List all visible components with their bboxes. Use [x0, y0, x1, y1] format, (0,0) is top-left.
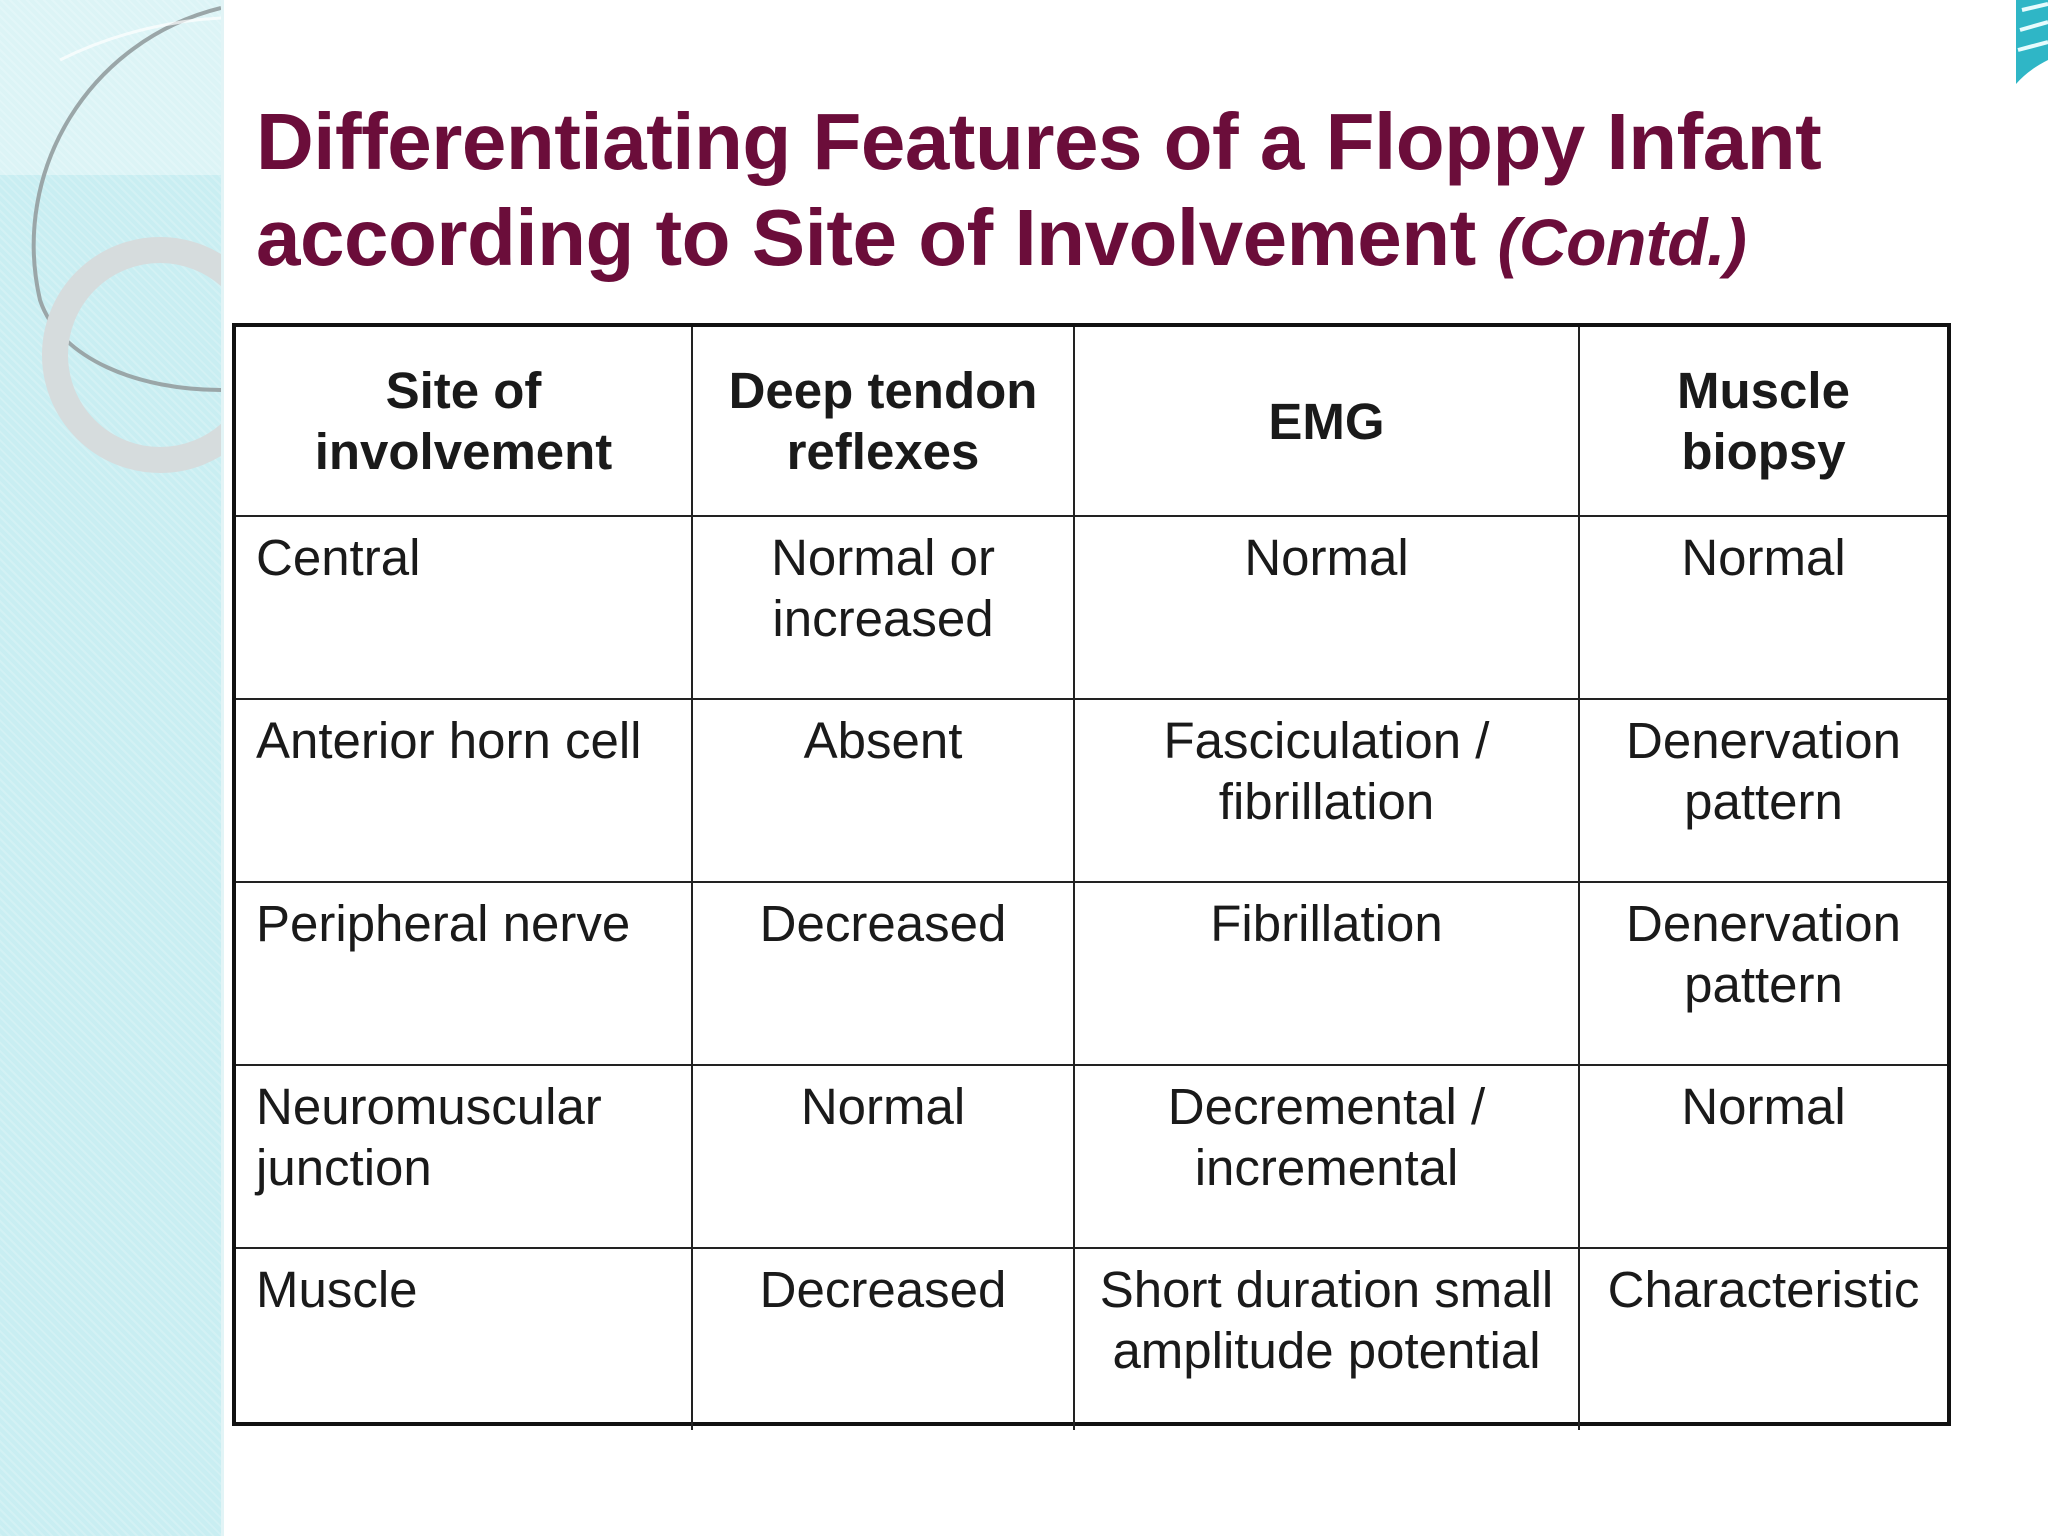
cell-biopsy: Normal [1579, 1065, 1947, 1248]
cell-site: Peripheral nerve [236, 882, 692, 1065]
cell-biopsy: Characteristic [1579, 1248, 1947, 1430]
cell-site: Muscle [236, 1248, 692, 1430]
cell-emg: Fibrillation [1074, 882, 1579, 1065]
table-row [236, 1065, 1947, 1248]
slide-title [256, 94, 1821, 290]
header-site-of-involvement: Site of involvement [236, 327, 692, 516]
title-contd: (Contd.) [1497, 205, 1747, 279]
corner-accent-icon [2008, 0, 2048, 90]
header-muscle-biopsy: Muscle biopsy [1579, 327, 1947, 516]
decorative-side-band [0, 0, 224, 1536]
table-row [236, 516, 1947, 699]
cell-biopsy: Denervation pattern [1579, 882, 1947, 1065]
cell-site: Neuromuscular junction [236, 1065, 692, 1248]
header-deep-tendon-reflexes: Deep tendon reflexes [692, 327, 1074, 516]
cell-site: Central [236, 516, 692, 699]
cell-dtr: Normal or increased [692, 516, 1074, 699]
table-row [236, 699, 1947, 882]
title-line-1: Differentiating Features of a Floppy Infant [256, 97, 1822, 186]
features-table-frame [232, 323, 1951, 1426]
cell-dtr: Absent [692, 699, 1074, 882]
cell-emg: Normal [1074, 516, 1579, 699]
cell-dtr: Normal [692, 1065, 1074, 1248]
cell-site: Anterior horn cell [236, 699, 692, 882]
cell-emg: Fasciculation / fibrillation [1074, 699, 1579, 882]
cell-dtr: Decreased [692, 1248, 1074, 1430]
title-line-2: according to Site of Involvement [256, 193, 1476, 282]
cell-emg: Decremental / incremental [1074, 1065, 1579, 1248]
cell-biopsy: Denervation pattern [1579, 699, 1947, 882]
features-table [236, 327, 1947, 1430]
cell-biopsy: Normal [1579, 516, 1947, 699]
cell-dtr: Decreased [692, 882, 1074, 1065]
table-row [236, 882, 1947, 1065]
header-emg: EMG [1074, 327, 1579, 516]
decorative-circles-icon [0, 0, 221, 1536]
table-row [236, 1248, 1947, 1430]
table-header-row [236, 327, 1947, 516]
cell-emg: Short duration small amplitude potential [1074, 1248, 1579, 1430]
